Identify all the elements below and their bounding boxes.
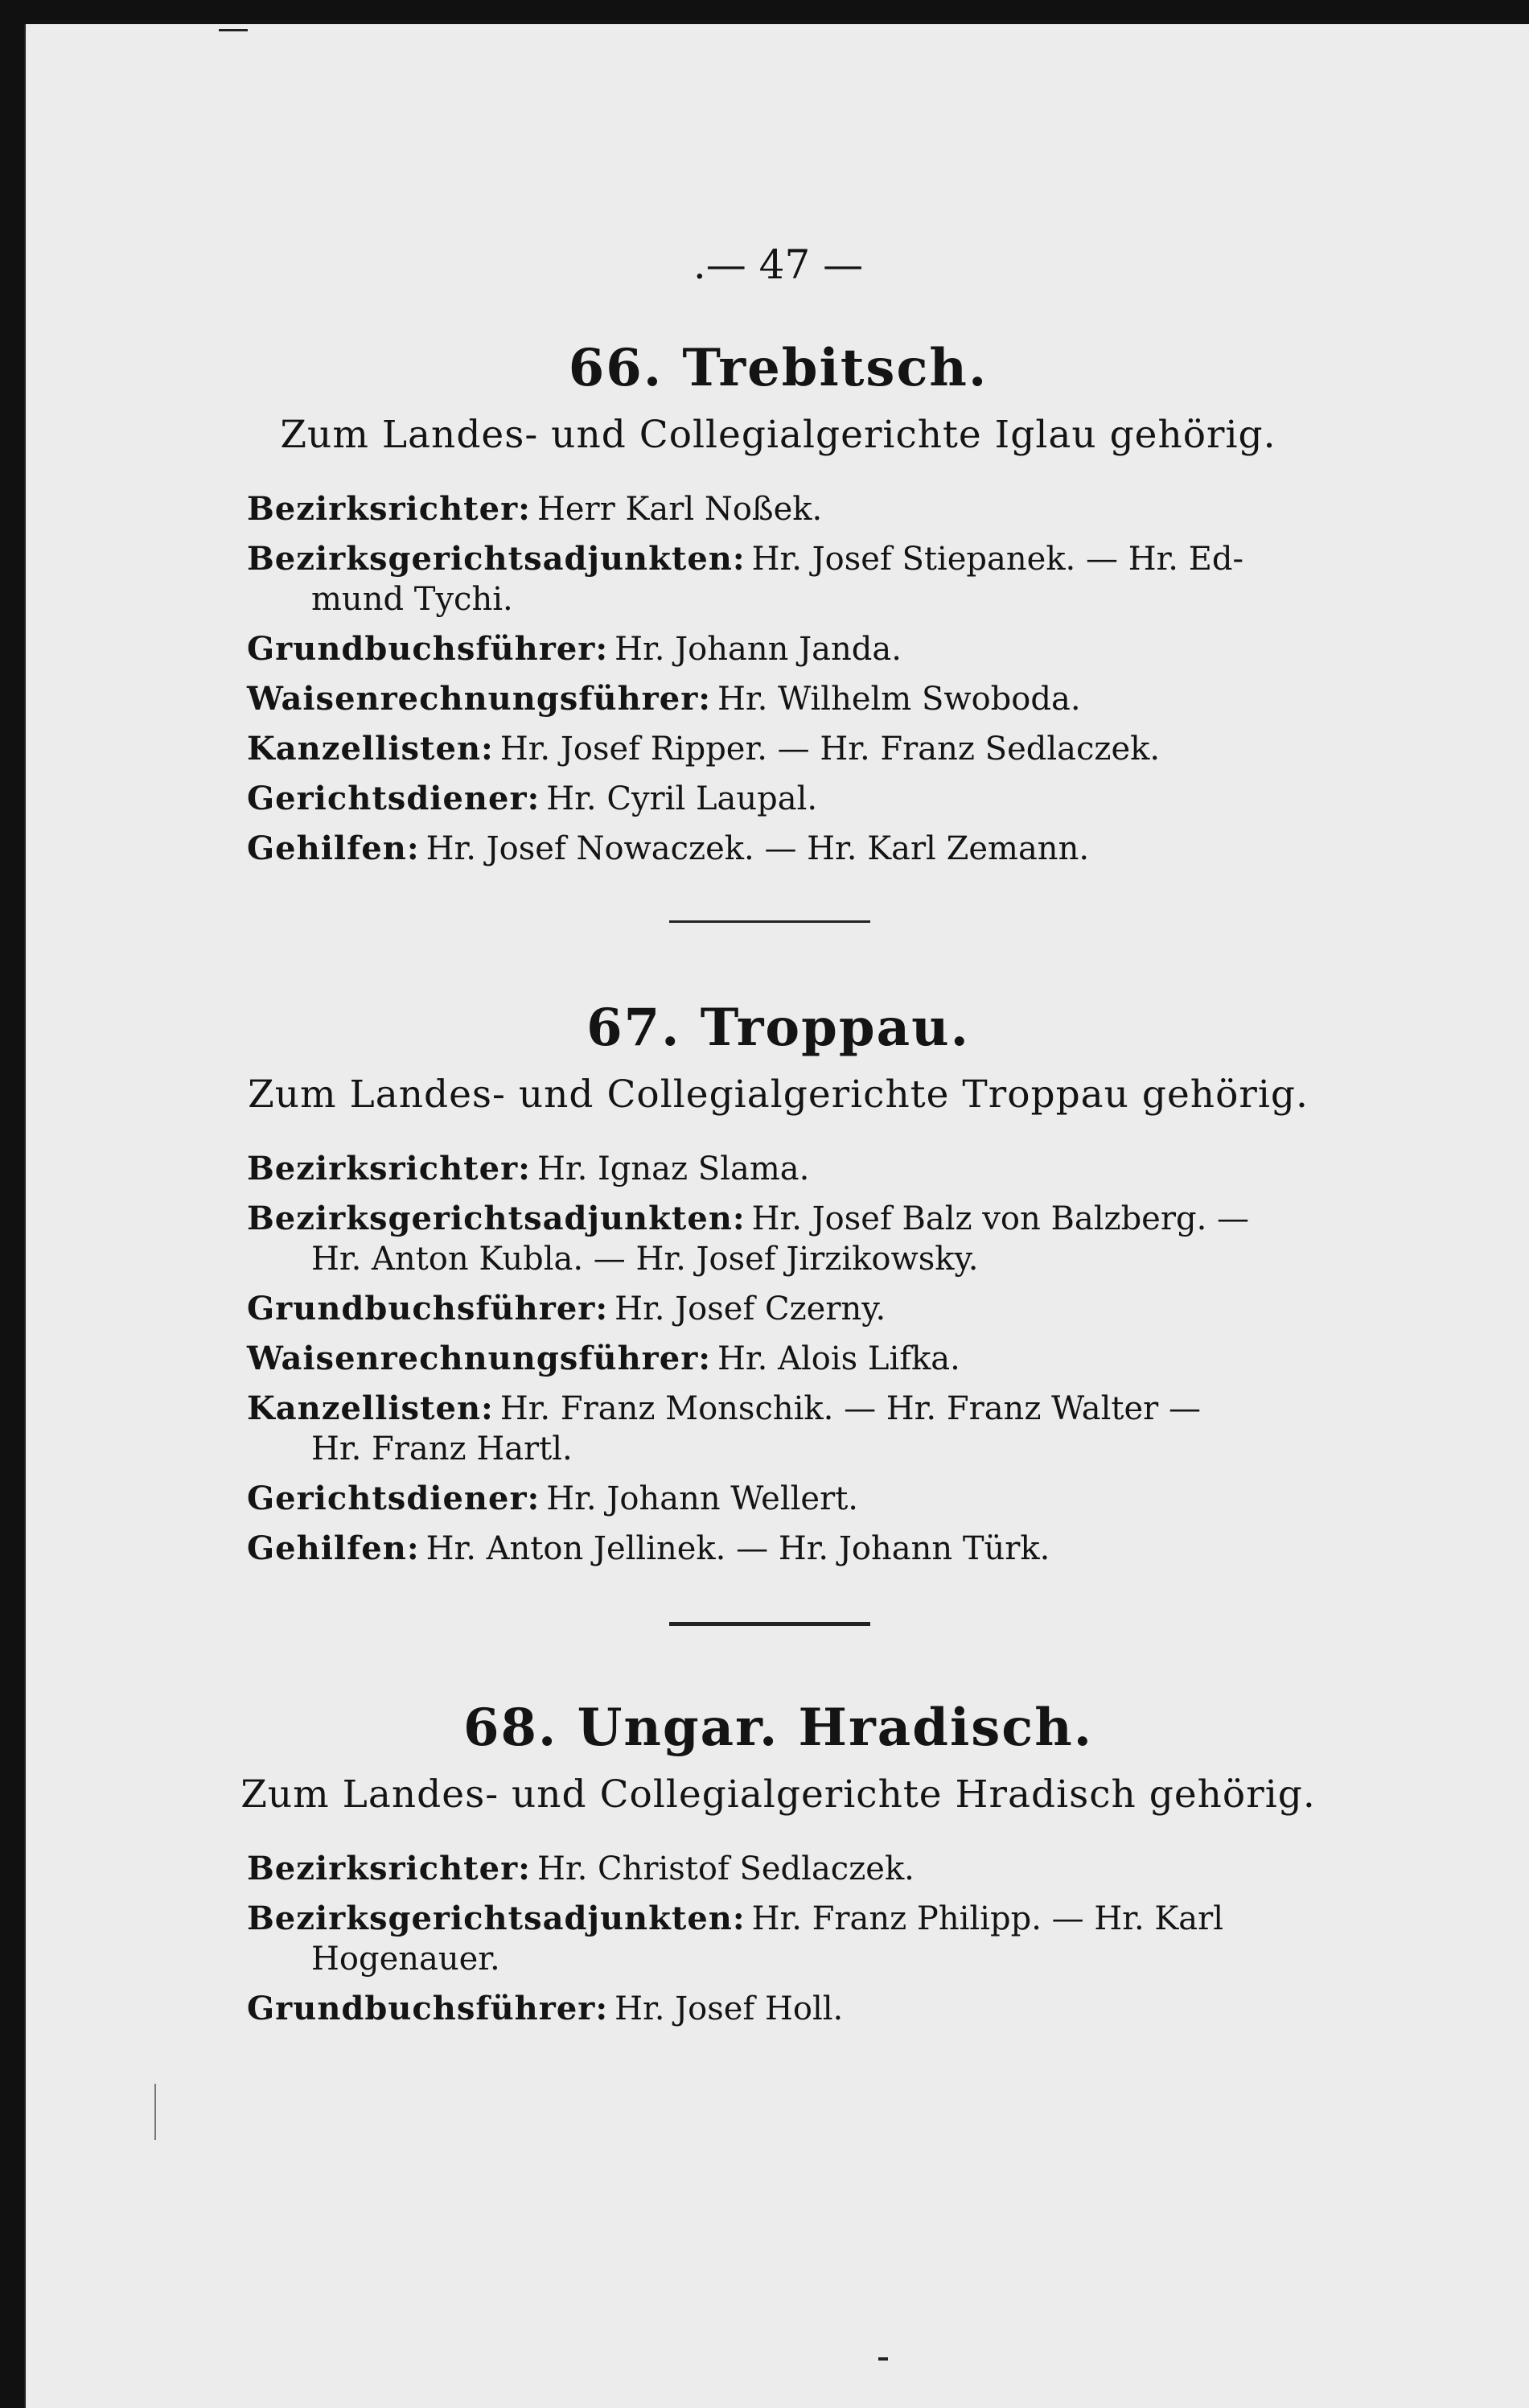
- entry-label: Grundbuchsführer:: [247, 1990, 609, 2027]
- entry-label: Bezirksrichter:: [247, 1850, 531, 1887]
- entry: [247, 1389, 1309, 1469]
- entry-names: Hr. Johann Wellert.: [546, 1480, 858, 1517]
- entry: [247, 1149, 1309, 1189]
- entry: [247, 829, 1309, 869]
- entry-label: Bezirksgerichtsadjunkten:: [247, 540, 746, 578]
- entry-label: Gerichtsdiener:: [247, 780, 540, 817]
- entry-list: [26, 489, 1529, 869]
- entry-names: Hr. Josef Czerny.: [614, 1290, 886, 1327]
- entry-names: Hr. Josef Nowaczek. — Hr. Karl Zemann.: [425, 830, 1090, 867]
- entry: [247, 1339, 1309, 1379]
- entry-label: Waisenrechnungsführer:: [247, 1340, 712, 1377]
- document-page: [24, 24, 1529, 2408]
- entry-names: Hr. Franz Monschik. — Hr. Franz Walter —: [499, 1390, 1201, 1427]
- entry: [247, 629, 1309, 669]
- section-67: [26, 998, 1529, 1579]
- entry-continuation: mund Tychi.: [311, 581, 513, 618]
- entry-label: Gerichtsdiener:: [247, 1480, 540, 1517]
- entry-label: Gehilfen:: [247, 1529, 420, 1567]
- entry-names: Hr. Franz Philipp. — Hr. Karl: [751, 1900, 1224, 1937]
- entry: [247, 1989, 1309, 2029]
- entry-list: [26, 1849, 1529, 2029]
- entry-label: Waisenrechnungsführer:: [247, 680, 712, 718]
- section-66: [26, 338, 1529, 879]
- entry: [247, 779, 1309, 819]
- entry-names: Herr Karl Noßek.: [536, 491, 823, 528]
- section-divider: [669, 1622, 870, 1626]
- entry-continuation: Hr. Anton Kubla. — Hr. Josef Jirzikowsky.: [311, 1241, 979, 1278]
- section-heading: 68. Ungar. Hradisch.: [462, 1698, 1094, 1758]
- entry-label: Grundbuchsführer:: [247, 1290, 609, 1327]
- entry-label: Bezirksgerichtsadjunkten:: [247, 1900, 746, 1937]
- entry: [247, 1199, 1309, 1279]
- entry: [247, 729, 1309, 769]
- entry-label: Grundbuchsführer:: [247, 630, 609, 668]
- entry-continuation: Hr. Franz Hartl.: [311, 1430, 573, 1467]
- entry: [247, 679, 1309, 719]
- entry: [247, 1529, 1309, 1569]
- entry: [247, 489, 1309, 529]
- section-heading: 67. Troppau.: [586, 998, 970, 1058]
- section-divider: [669, 920, 870, 923]
- bottom-edge-mark: [878, 2357, 888, 2361]
- pencil-mark: [154, 2084, 156, 2140]
- entry-names: Hr. Johann Janda.: [614, 631, 902, 668]
- section-subheading: Zum Landes- und Collegialgerichte Hradisch gehörig.: [240, 1772, 1316, 1817]
- entry-names: Hr. Anton Jellinek. — Hr. Johann Türk.: [425, 1530, 1050, 1567]
- entry-continuation: Hogenauer.: [311, 1941, 500, 1978]
- entry-names: Hr. Alois Lifka.: [717, 1340, 960, 1377]
- top-edge-mark: [219, 29, 248, 31]
- entry-names: Hr. Christof Sedlaczek.: [536, 1850, 915, 1887]
- entry-label: Gehilfen:: [247, 829, 420, 867]
- entry-names: Hr. Josef Holl.: [614, 1990, 844, 2027]
- entry: [247, 1849, 1309, 1889]
- entry: [247, 1899, 1309, 1979]
- entry-names: Hr. Wilhelm Swoboda.: [717, 681, 1081, 718]
- entry-names: Hr. Josef Balz von Balzberg. —: [751, 1200, 1250, 1237]
- entry-names: Hr. Cyril Laupal.: [546, 780, 818, 817]
- section-subheading: Zum Landes- und Collegialgerichte Iglau gehörig.: [280, 413, 1276, 457]
- entry-names: Hr. Josef Stiepanek. — Hr. Ed-: [751, 541, 1244, 578]
- entry-names: Hr. Josef Ripper. — Hr. Franz Sedlaczek.: [499, 731, 1161, 768]
- entry-list: [26, 1149, 1529, 1569]
- entry-label: Kanzellisten:: [247, 730, 494, 768]
- entry-label: Bezirksrichter:: [247, 1150, 531, 1188]
- section-heading: 66. Trebitsch.: [568, 338, 989, 398]
- entry-label: Bezirksgerichtsadjunkten:: [247, 1200, 746, 1237]
- entry-names: Hr. Ignaz Slama.: [536, 1150, 810, 1188]
- entry: [247, 1479, 1309, 1519]
- entry-label: Bezirksrichter:: [247, 490, 531, 528]
- entry: [247, 539, 1309, 619]
- page-number: .— 47 —: [693, 241, 864, 288]
- section-68: [26, 1698, 1529, 2039]
- section-subheading: Zum Landes- und Collegialgerichte Troppau gehörig.: [248, 1072, 1309, 1117]
- entry-label: Kanzellisten:: [247, 1389, 494, 1427]
- entry: [247, 1289, 1309, 1329]
